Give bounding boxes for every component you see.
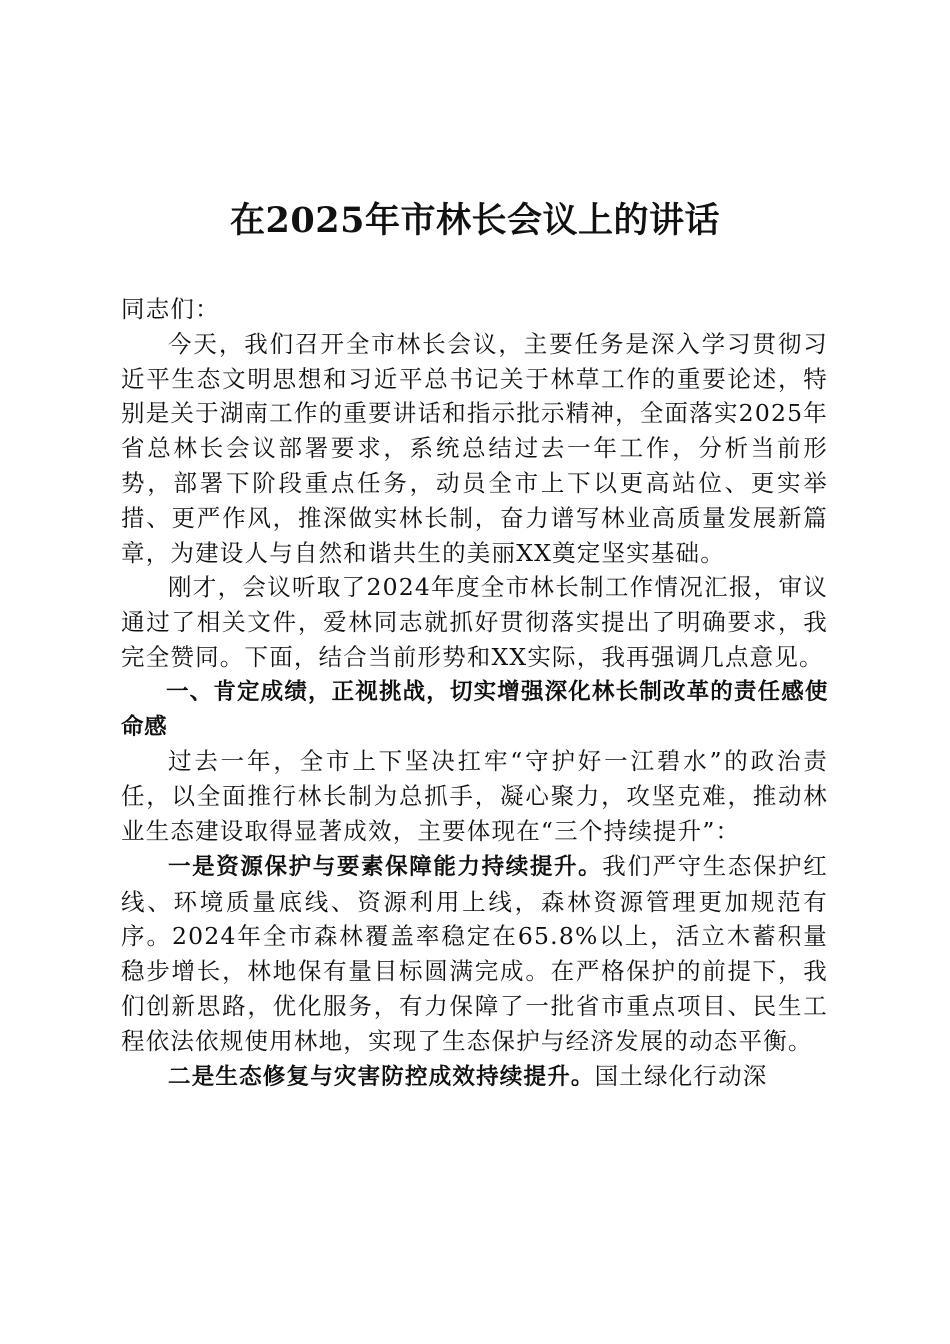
salutation: 同志们：	[121, 295, 220, 323]
paragraph-ecological-restoration	[121, 1059, 828, 1095]
paragraph-achievements-summary: 过去一年，全市上下坚决扛牢“守护好一江碧水”的政治责任，以全面推行林长制为总抓手，凝心聚力，攻坚克难，推动林业生态建设取得显著成效，主要体现在“三个持续提升”：	[121, 747, 828, 845]
paragraph-resource-protection	[121, 849, 828, 1059]
document-title: 在2025年市林长会议上的讲话	[230, 200, 720, 241]
paragraph-meeting-review: 刚才，会议听取了2024年度全市林长制工作情况汇报，审议通过了相关文件，爱林同志就抓好贯彻落实提出了明确要求，我完全赞同。下面，结合当前形势和XX实际，我再强调几点意见。	[121, 573, 828, 671]
paragraph-text-ecological-restoration: 国土绿化行动深	[594, 1061, 768, 1090]
paragraph-text-resource-protection: 我们严守生态保护红线、环境质量底线、资源利用上线，森林资源管理更加规范有序。2024年全市森林覆盖率稳定在65.8%以上，活立木蓄积量稳步增长，林地保有量目标圆满完成。在严格保护的前提下，我们创新思路，优化服务，有力保障了一批省市重点项目、民生工程依法依规使用林地，实现了生态保护与经济发展的动态平衡。	[121, 851, 828, 1055]
paragraph-intro: 今天，我们召开全市林长会议，主要任务是深入学习贯彻习近平生态文明思想和习近平总书记关于林草工作的重要论述，特别是关于湖南工作的重要讲话和指示批示精神，全面落实2025年省总林长会议部署要求，系统总结过去一年工作，分析当前形势，部署下阶段重点任务，动员全市上下以更高站位、更实举措、更严作风，推深做实林长制，奋力谱写林业高质量发展新篇章，为建设人与自然和谐共生的美丽XX奠定坚实基础。	[121, 329, 828, 567]
paragraph-lead-resource-protection: 一是资源保护与要素保障能力持续提升。	[168, 853, 603, 880]
document-body	[121, 292, 828, 1094]
section-heading-1: 一、肯定成绩，正视挑战，切实增强深化林长制改革的责任感使命感	[121, 678, 828, 740]
paragraph-lead-ecological-restoration: 二是生态修复与灾害防控成效持续提升。	[168, 1063, 595, 1090]
